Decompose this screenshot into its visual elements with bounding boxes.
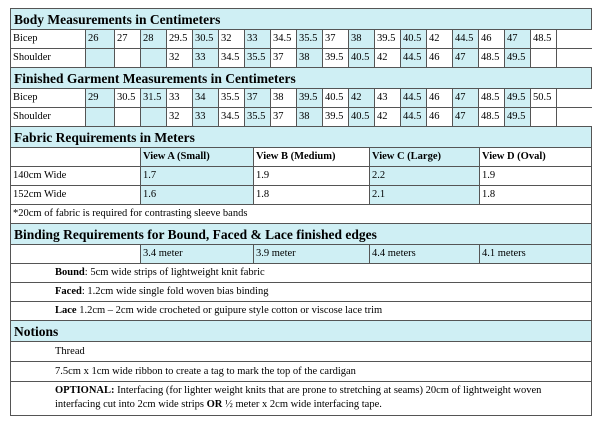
optional-or: OR (206, 399, 223, 410)
measure-cell (141, 49, 167, 67)
fabric-corner-cell (11, 148, 141, 166)
measure-cell: 32 (167, 108, 193, 126)
measure-cell: 33 (193, 108, 219, 126)
finished-shoulder-row-label: Shoulder (11, 108, 86, 126)
binding-option-row (11, 264, 592, 283)
measure-cell: 29 (86, 89, 115, 107)
fabric-value-cell: 1.8 (254, 186, 370, 204)
measure-cell: 34.5 (271, 30, 297, 48)
measure-cell: 35.5 (245, 108, 271, 126)
measure-cell: 40.5 (349, 49, 375, 67)
measure-cell: 32 (219, 30, 245, 48)
fabric-value-cell: 1.6 (141, 186, 254, 204)
fabric-value-cell: 1.8 (480, 186, 592, 204)
fabric-row (11, 167, 592, 186)
size-chart-table (10, 8, 592, 416)
fabric-value-cell: 2.1 (370, 186, 480, 204)
measure-cell: 48.5 (479, 89, 505, 107)
binding-option-description: 1.2cm – 2cm wide crocheted or guipure style cotton or viscose lace trim (76, 305, 383, 316)
measure-cell: 46 (427, 108, 453, 126)
measure-cell: 29.5 (167, 30, 193, 48)
measure-cell (86, 49, 115, 67)
optional-text: Interfacing (for lighter weight knits that are prone to stretching at seams) 20cm of lightweight woven interfacing cut into 2cm wide strips (55, 385, 542, 410)
measure-cell: 42 (349, 89, 375, 107)
measure-cell: 39.5 (323, 108, 349, 126)
measure-cell: 47 (453, 89, 479, 107)
body-shoulder-row-label: Shoulder (11, 49, 86, 67)
notion-thread: Thread (11, 342, 592, 362)
measure-cell: 44.5 (401, 89, 427, 107)
measure-cell: 33 (193, 49, 219, 67)
measure-cell: 38 (271, 89, 297, 107)
fabric-view-header: View D (Oval) (480, 148, 592, 166)
binding-empty-cell (11, 245, 141, 263)
measure-cell: 42 (427, 30, 453, 48)
measure-cell: 37 (245, 89, 271, 107)
measure-cell: 34.5 (219, 108, 245, 126)
measure-cell: 30.5 (115, 89, 141, 107)
measure-cell: 46 (427, 89, 453, 107)
measure-cell: 34 (193, 89, 219, 107)
measure-cell: 39.5 (323, 49, 349, 67)
fabric-row-label: 152cm Wide (11, 186, 141, 204)
notions-heading: Notions (11, 321, 592, 342)
finished-bicep-row (11, 89, 592, 108)
measure-cell (531, 49, 557, 67)
measure-cell: 39.5 (297, 89, 323, 107)
measure-cell: 31.5 (141, 89, 167, 107)
binding-option-row (11, 283, 592, 302)
fabric-value-cell: 1.9 (480, 167, 592, 185)
fabric-value-cell: 1.7 (141, 167, 254, 185)
measure-cell: 37 (271, 49, 297, 67)
measure-cell: 27 (115, 30, 141, 48)
notion-optional (11, 382, 592, 416)
measure-cell: 42 (375, 49, 401, 67)
binding-option-row (11, 302, 592, 321)
binding-amount-cell: 4.4 meters (370, 245, 480, 263)
body-bicep-row-label: Bicep (11, 30, 86, 48)
binding-option-term: Bound (55, 267, 85, 278)
fabric-row-label: 140cm Wide (11, 167, 141, 185)
binding-amount-cell: 3.9 meter (254, 245, 370, 263)
measure-cell: 49.5 (505, 108, 531, 126)
body-measurements-heading: Body Measurements in Centimeters (11, 9, 592, 30)
measure-cell: 38 (297, 108, 323, 126)
measure-cell: 47 (453, 108, 479, 126)
measure-cell: 35.5 (245, 49, 271, 67)
measure-cell: 48.5 (479, 108, 505, 126)
measure-cell: 46 (427, 49, 453, 67)
finished-bicep-row-label: Bicep (11, 89, 86, 107)
measure-cell: 33 (245, 30, 271, 48)
binding-option-separator: : (81, 286, 85, 297)
finished-measurements-heading: Finished Garment Measurements in Centimeters (11, 68, 592, 89)
fabric-view-header: View C (Large) (370, 148, 480, 166)
measure-cell: 44.5 (401, 108, 427, 126)
finished-shoulder-row (11, 108, 592, 127)
measure-cell: 44.5 (453, 30, 479, 48)
measure-cell: 38 (349, 30, 375, 48)
binding-option-description: 5cm wide strips of lightweight knit fabric (87, 267, 265, 278)
measure-cell: 33 (167, 89, 193, 107)
binding-amount-row (11, 245, 592, 264)
measure-cell: 43 (375, 89, 401, 107)
binding-amount-cell: 4.1 meters (480, 245, 592, 263)
measure-cell (86, 108, 115, 126)
measure-cell: 49.5 (505, 89, 531, 107)
binding-amount-cell: 3.4 meter (141, 245, 254, 263)
fabric-view-header: View B (Medium) (254, 148, 370, 166)
measure-cell (115, 108, 141, 126)
measure-cell: 40.5 (401, 30, 427, 48)
fabric-heading: Fabric Requirements in Meters (11, 127, 592, 148)
measure-cell: 39.5 (375, 30, 401, 48)
measure-cell: 47 (505, 30, 531, 48)
binding-option-separator: : (84, 267, 88, 278)
measure-cell: 38 (297, 49, 323, 67)
measure-cell: 32 (167, 49, 193, 67)
measure-cell: 47 (453, 49, 479, 67)
fabric-header-row (11, 148, 592, 167)
measure-cell: 40.5 (323, 89, 349, 107)
measure-cell: 48.5 (531, 30, 557, 48)
fabric-value-cell: 1.9 (254, 167, 370, 185)
measure-cell: 44.5 (401, 49, 427, 67)
measure-cell: 35.5 (297, 30, 323, 48)
fabric-value-cell: 2.2 (370, 167, 480, 185)
binding-option-term: Faced (55, 286, 82, 297)
measure-cell: 35.5 (219, 89, 245, 107)
measure-cell: 26 (86, 30, 115, 48)
measure-cell: 37 (271, 108, 297, 126)
optional-text: ½ meter x 2cm wide interfacing tape. (222, 399, 382, 410)
measure-cell: 46 (479, 30, 505, 48)
measure-cell: 37 (323, 30, 349, 48)
measure-cell (531, 108, 557, 126)
measure-cell: 40.5 (349, 108, 375, 126)
measure-cell: 49.5 (505, 49, 531, 67)
measure-cell: 50.5 (531, 89, 557, 107)
body-bicep-row (11, 30, 592, 49)
fabric-view-header: View A (Small) (141, 148, 254, 166)
measure-cell: 34.5 (219, 49, 245, 67)
fabric-row (11, 186, 592, 205)
measure-cell: 48.5 (479, 49, 505, 67)
measure-cell (141, 108, 167, 126)
optional-label: OPTIONAL: (55, 385, 115, 396)
measure-cell: 30.5 (193, 30, 219, 48)
measure-cell: 42 (375, 108, 401, 126)
fabric-note: *20cm of fabric is required for contrasting sleeve bands (11, 205, 592, 224)
body-shoulder-row (11, 49, 592, 68)
binding-option-term: Lace (55, 305, 77, 316)
measure-cell (115, 49, 141, 67)
notion-ribbon: 7.5cm x 1cm wide ribbon to create a tag to mark the top of the cardigan (11, 362, 592, 382)
binding-option-description: 1.2cm wide single fold woven bias binding (84, 286, 269, 297)
measure-cell: 28 (141, 30, 167, 48)
binding-heading: Binding Requirements for Bound, Faced & Lace finished edges (11, 224, 592, 245)
